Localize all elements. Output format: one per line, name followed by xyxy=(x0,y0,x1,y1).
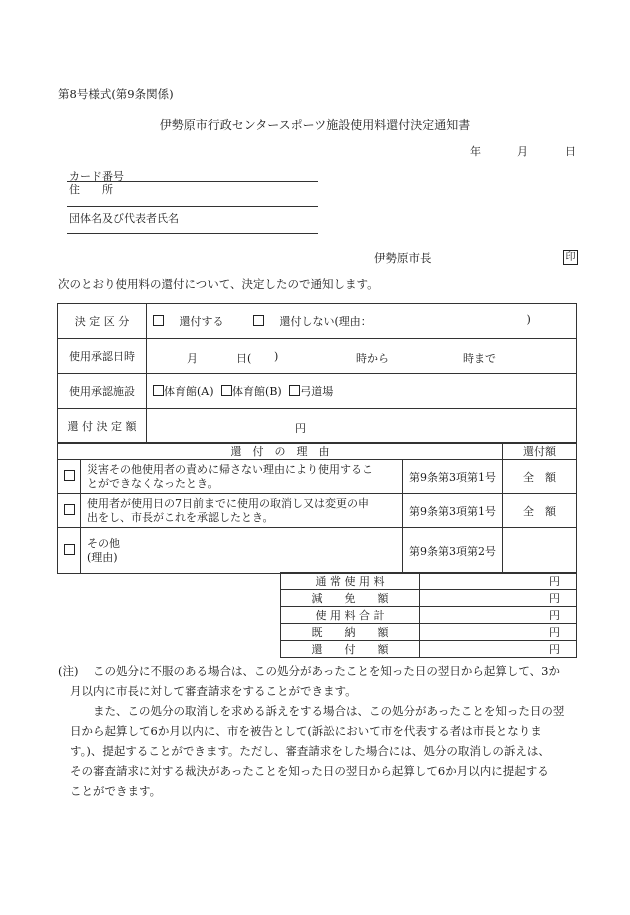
facility-a-label: 体育館(A) xyxy=(164,385,214,398)
usage-day: 日( xyxy=(236,352,252,365)
reason-1-line1: 災害その他使用者の責めに帰さない理由により使用するこ xyxy=(87,462,373,476)
reason-1-amount: 全 額 xyxy=(503,460,577,494)
note-line-4: 日から起算して6か月以内に、市を被告として(訴訟において市を代表する者は市長となりま xyxy=(70,724,542,738)
facility-options xyxy=(147,374,577,409)
usage-date-label: 使用承認日時 xyxy=(58,339,147,374)
decision-refund-label: 還付する xyxy=(179,315,224,328)
usage-month: 月 xyxy=(187,352,198,365)
note-line-7: ことができます。 xyxy=(70,784,162,798)
reason-3-line2: (理由) xyxy=(87,550,118,564)
summary-paid-label: 既 納 額 xyxy=(281,624,420,641)
note-line-3: また、この処分の取消しを求める訴えをする場合は、この処分があったことを知った日の翌 xyxy=(93,704,565,718)
refund-amount-header: 還付額 xyxy=(503,443,577,460)
date-day: 日 xyxy=(565,145,576,158)
note-line-6: その審査請求に対する裁決があったことを知った日の翌日から起算して6か月以内に提起する xyxy=(70,764,549,778)
note-line-2: 月以内に市長に対して審査請求をすることができます。 xyxy=(70,684,357,698)
date-year: 年 xyxy=(470,145,481,158)
decision-options xyxy=(147,304,577,339)
facility-b-label: 体育館(B) xyxy=(232,385,282,398)
summary-table xyxy=(280,572,577,658)
usage-date-fields xyxy=(147,339,577,374)
facility-label: 使用承認施設 xyxy=(58,374,147,409)
address-line xyxy=(67,206,318,207)
decision-refund-checkbox[interactable] xyxy=(153,315,164,326)
reason-2-line2: 出をし、市長がこれを承認したとき。 xyxy=(87,510,274,524)
representative-name-label: 団体名及び代表者氏名 xyxy=(69,212,179,225)
usage-paren-close: ) xyxy=(274,350,279,363)
reason-1-text xyxy=(81,460,403,494)
decision-label: 決 定 区 分 xyxy=(58,304,147,339)
facility-c-checkbox[interactable] xyxy=(289,385,300,396)
seal-mark: 印 xyxy=(563,250,578,265)
facility-b-checkbox[interactable] xyxy=(221,385,232,396)
summary-total-value: 円 xyxy=(420,607,577,624)
summary-normal-fee-label: 通 常 使 用 料 xyxy=(281,573,420,590)
reason-1-line2: とができなくなったとき。 xyxy=(87,476,219,490)
date-month: 月 xyxy=(517,145,528,158)
reason-2-amount: 全 額 xyxy=(503,494,577,528)
facility-c-label: 弓道場 xyxy=(300,385,334,398)
reason-1-article: 第9条第3項第1号 xyxy=(403,460,503,494)
reason-3-amount xyxy=(503,528,577,574)
intro-text: 次のとおり使用料の還付について、決定したので通知します。 xyxy=(58,277,379,291)
reason-2-text xyxy=(81,494,403,528)
decision-no-refund-checkbox[interactable] xyxy=(253,315,264,326)
summary-normal-fee-value: 円 xyxy=(420,573,577,590)
address-label: 住 所 xyxy=(69,183,113,196)
reasons-table xyxy=(57,442,577,574)
refund-amount-unit: 円 xyxy=(295,422,306,435)
notes-label: (注) xyxy=(58,664,79,678)
issuer-name: 伊勢原市長 xyxy=(374,251,432,265)
reason-2-line1: 使用者が使用日の7日前までに使用の取消し又は変更の申 xyxy=(87,496,369,510)
facility-a-checkbox[interactable] xyxy=(153,385,164,396)
reason-3-line1: その他 xyxy=(87,536,120,550)
reason-1-checkbox[interactable] xyxy=(64,470,75,481)
decision-reason-close: ) xyxy=(526,313,531,326)
reason-2-checkbox[interactable] xyxy=(64,504,75,515)
refund-amount-label: 還 付 決 定 額 xyxy=(58,409,147,444)
reason-2-article: 第9条第3項第1号 xyxy=(403,494,503,528)
summary-exemption-value: 円 xyxy=(420,590,577,607)
summary-refund-value: 円 xyxy=(420,641,577,658)
reason-3-checkbox[interactable] xyxy=(64,544,75,555)
page-title: 伊勢原市行政センタースポーツ施設使用料還付決定通知書 xyxy=(159,118,471,132)
form-number: 第8号様式(第9条関係) xyxy=(58,87,174,101)
decision-no-refund-label: 還付しない(理由： xyxy=(279,315,372,328)
representative-name-line xyxy=(67,233,318,234)
reason-3-article: 第9条第3項第2号 xyxy=(403,528,503,574)
summary-refund-label: 還 付 額 xyxy=(281,641,420,658)
reason-3-text xyxy=(81,528,403,574)
usage-time-to: 時まで xyxy=(463,352,496,365)
refund-amount-field xyxy=(147,409,577,444)
summary-exemption-label: 減 免 額 xyxy=(281,590,420,607)
reasons-header: 還 付 の 理 由 xyxy=(58,443,503,460)
summary-paid-value: 円 xyxy=(420,624,577,641)
card-number-label: カード番号 xyxy=(69,170,124,183)
note-line-5: す。)、提起することができます。ただし、審査請求をした場合には、処分の取消しの訴えは、 xyxy=(70,744,550,758)
usage-time-from: 時から xyxy=(356,352,389,365)
summary-total-label: 使 用 料 合 計 xyxy=(281,607,420,624)
decision-table xyxy=(57,303,577,444)
note-line-1: この処分に不服のある場合は、この処分があったことを知った日の翌日から起算して、3か xyxy=(93,664,560,678)
